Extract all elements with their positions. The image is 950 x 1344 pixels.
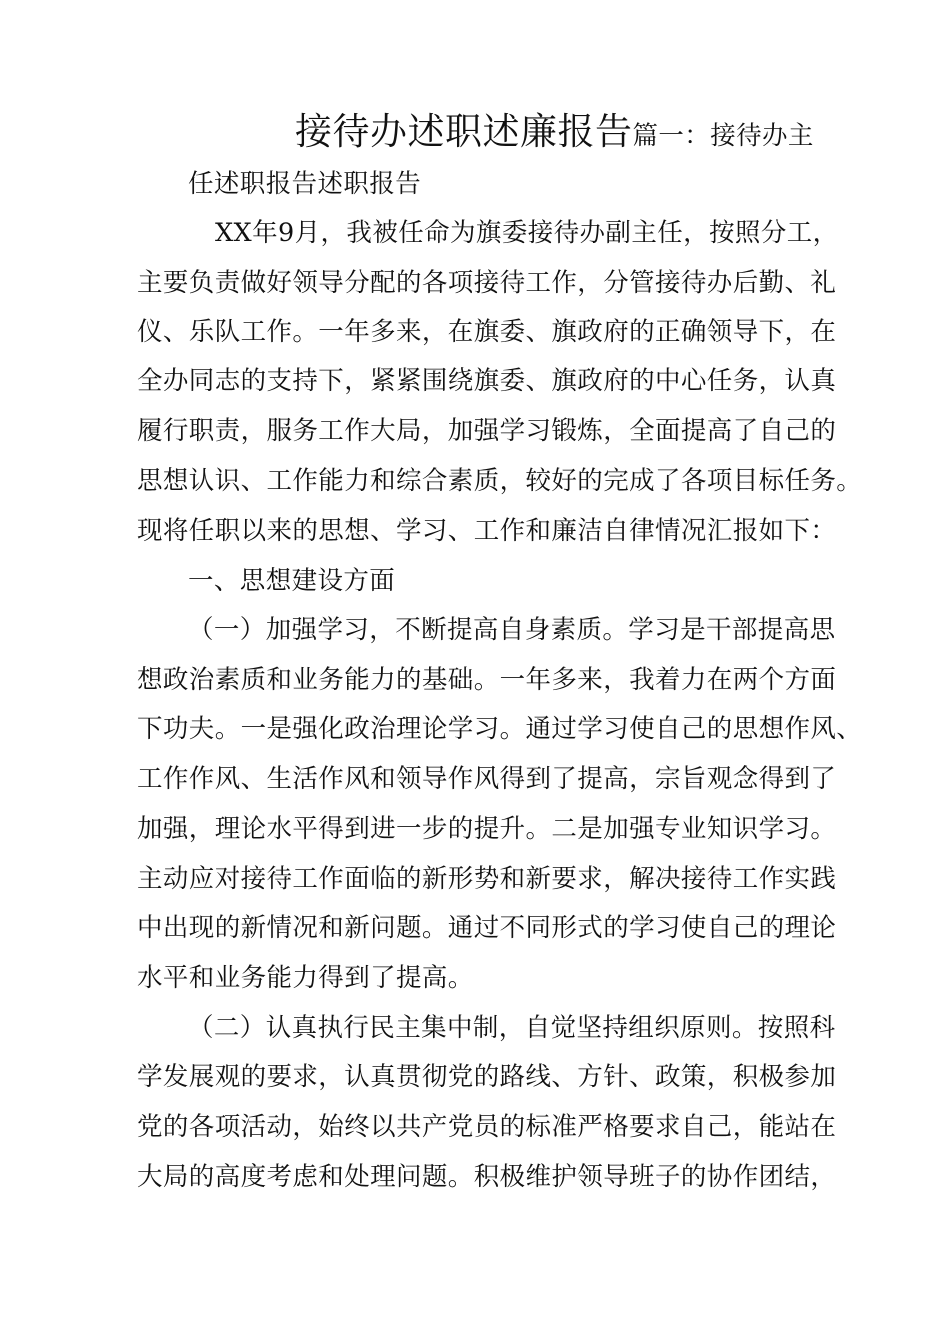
title-continuation: 任述职报告述职报告	[188, 169, 422, 199]
paragraph-line: 现将任职以来的思想、学习、工作和廉洁自律情况汇报如下：	[137, 516, 837, 546]
paragraph-line: XX年9月，我被任命为旗委接待办副主任，按照分工，	[215, 218, 839, 248]
paragraph-line: 主动应对接待工作面临的新形势和新要求，解决接待工作实践	[137, 864, 837, 894]
paragraph-line: 学发展观的要求，认真贯彻党的路线、方针、政策，积极参加	[137, 1062, 837, 1092]
paragraph-line: 中出现的新情况和新问题。通过不同形式的学习使自己的理论	[137, 913, 837, 943]
paragraph-line: 全办同志的支持下，紧紧围绕旗委、旗政府的中心任务，认真	[137, 366, 837, 396]
paragraph-line: 工作作风、生活作风和领导作风得到了提高，宗旨观念得到了	[137, 764, 837, 794]
paragraph-line: 想政治素质和业务能力的基础。一年多来，我着力在两个方面	[137, 665, 837, 695]
paragraph-line: 水平和业务能力得到了提高。	[137, 963, 474, 993]
paragraph-line: 加强，理论水平得到进一步的提升。二是加强专业知识学习。	[137, 814, 837, 844]
section-heading: 一、思想建设方面	[188, 566, 396, 596]
paragraph-line: 党的各项活动，始终以共产党员的标准严格要求自己，能站在	[137, 1112, 837, 1142]
paragraph-line: （一）加强学习，不断提高自身素质。学习是干部提高思	[188, 615, 836, 645]
document-title	[295, 101, 814, 155]
paragraph-line: 大局的高度考虑和处理问题。积极维护领导班子的协作团结，	[137, 1162, 837, 1192]
paragraph-line: （二）认真执行民主集中制，自觉坚持组织原则。按照科	[188, 1013, 836, 1043]
title-sub: 篇一：接待办主	[632, 121, 814, 151]
paragraph-line: 主要负责做好领导分配的各项接待工作，分管接待办后勤、礼	[137, 268, 837, 298]
title-main: 接待办述职述廉报告	[295, 110, 633, 153]
paragraph-line: 仪、乐队工作。一年多来，在旗委、旗政府的正确领导下，在	[137, 317, 837, 347]
paragraph-line: 思想认识、工作能力和综合素质，较好的完成了各项目标任务。	[137, 466, 863, 496]
paragraph-line: 下功夫。一是强化政治理论学习。通过学习使自己的思想作风、	[137, 714, 863, 744]
paragraph-line: 履行职责，服务工作大局，加强学习锻炼，全面提高了自己的	[137, 416, 837, 446]
